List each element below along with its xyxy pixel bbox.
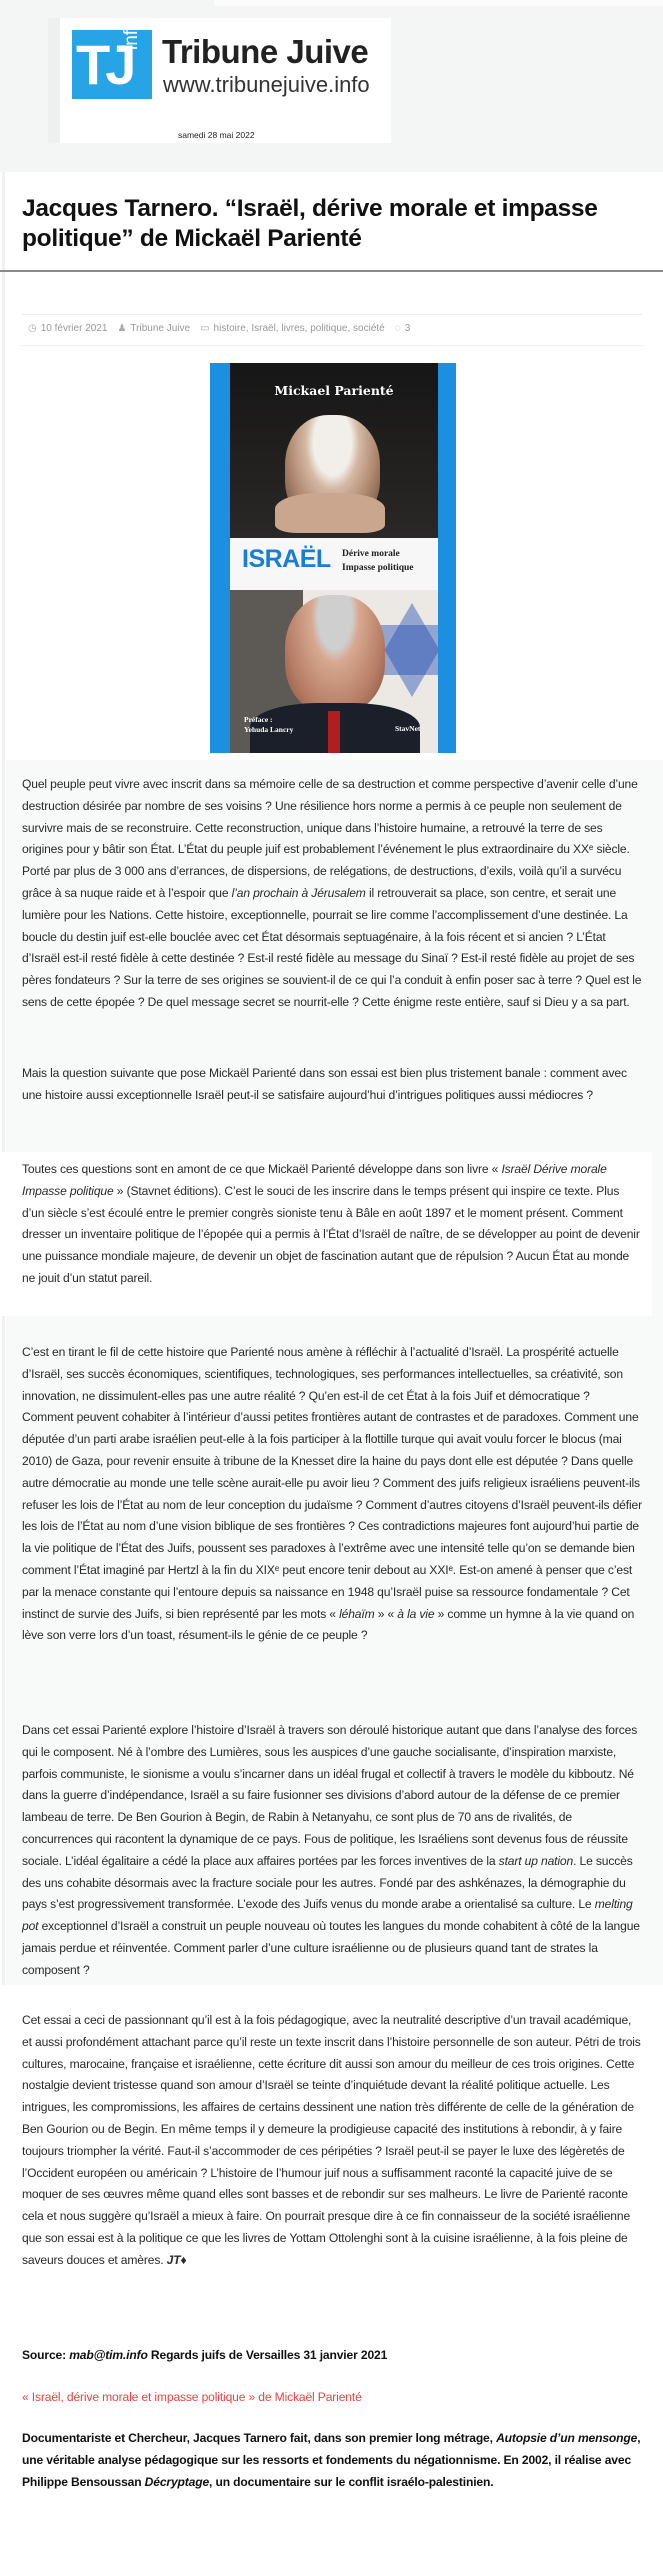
- meta-categories-text[interactable]: histoire, Israël, livres, politique, société: [213, 323, 385, 334]
- logo-mark: TJ: [76, 33, 132, 96]
- article-title: Jacques Tarnero. “Israël, dérive morale et impasse politique” de Mickaël Parienté: [22, 195, 598, 252]
- paragraph-4: [22, 1342, 642, 1647]
- paragraph-1: [22, 774, 642, 1014]
- text-run: melting pot: [22, 1897, 633, 1934]
- meta-author-text[interactable]: Tribune Juive: [130, 323, 191, 334]
- folder-icon: ▭: [200, 323, 210, 334]
- site-url[interactable]: www.tribunejuive.info: [163, 72, 370, 97]
- text-run: » «: [374, 1606, 398, 1621]
- clock-icon: ◷: [28, 323, 37, 334]
- text-run: Toutes ces questions sont en amont de ce que Mickaël Parienté développe dans son livre «: [22, 1162, 502, 1176]
- cover-preface-label: Préface :: [244, 715, 273, 724]
- author-bio: [22, 2428, 642, 2493]
- text-run: start up nation: [498, 1853, 574, 1868]
- portrait-bottom: [285, 595, 385, 713]
- masthead-date: samedi 28 mai 2022: [178, 130, 255, 140]
- paragraph-5: [22, 1720, 642, 1982]
- meta-categories[interactable]: [200, 323, 385, 334]
- text-run: Décryptage: [144, 2474, 210, 2489]
- text-run: Dans cet essai Parienté explore l’histoire d’Israël à travers son déroulé historique autant que dans l’analyse des forces qui le composent. Né à l’ombre des Lumières, sous les auspices d’une gauche socialisante, d’inspiration marxiste, parfois communiste, le sionisme a voulu s’incarner dans un idéal frugal et collectif à travers le modèle du kibboutz. Né dans la guerre d’indépendance, Israël a su faire fusionner ses divisions d’abord autour de la défense de ce premier lambeau de terre. De Ben Gourion à Begin, de Rabin à Netanyahu, ce sont plus de 70 ans de rivalités, de concurrences qui racontent la dynamique de ce pays. Fous de politique, les Israéliens sont devenus fous de réussite sociale. L’idéal égalitaire a cédé la place aux affaires portées par les forces inventives de la: [22, 1723, 638, 1868]
- text-run: C’est en tirant le fil de cette histoire que Parienté nous amène à réfléchir à l’actualité d’Israël. La prospérité actuelle d’Israël, ses succès économiques, scientifiques, technologiques, ses performances intellectuelles, sa créativité, son innovation, ne dissimulent-elles pas une autre réalité ? Qu’en est-il de cet État à la fois Juif et démocratique ? Comment peuvent cohabiter à l’intérieur d’aussi petites frontières autant de contrastes et de paradoxes. Comment une députée d’un parti arabe israélien peut-elle à la fois participer à la flottille turque qui avait voulu forcer le blocus (mai 2010) de Gaza, pour revenir ensuite à tribune de la Knesset dire la haine du pays dont elle est députée ? Dans quelle autre démocratie au monde une telle scène aurait-elle pu avoir lieu ? Comment des juifs religieux israéliens peuvent-ils refuser les lois de l’État au nom de leur conception du judaïsme ? Comment d’autres citoyens d’Israël peuvent-ils défier les lois de l’État au nom d’une vision biblique de ses frontières ? Ces contradictions majeures font aujourd’hui partie de la vie politique de l’État des Juifs, poussent ses paradoxes à l’extrême avec une intensité telle qu’on se demande bien comment l’État imaginé par Hertzl à la fin du XIXᵉ peut encore tenir debout au XXIᵉ. Est-on amené à penser que c’est par la menace constante qui l’entoure depuis sa naissance en 1948 qu’Israël puise sa ressource fondamentale ? Cet instinct de survie des Juifs, si bien représenté par les mots «: [22, 1345, 642, 1621]
- text-run: Source:: [22, 2348, 70, 2362]
- meta-comments[interactable]: [395, 323, 411, 334]
- text-run: l’an prochain à Jérusalem: [231, 885, 366, 900]
- text-run: , une véritable analyse pédagogique sur les ressorts et fondements du négationnisme. En 2002, il réalise avec Philippe Bensoussan: [22, 2431, 641, 2489]
- meta-divider-top: [22, 314, 642, 315]
- text-run: Quel peuple peut vivre avec inscrit dans sa mémoire celle de sa destruction et comme perspective d’avenir celle d’une destruction désirée par nombre de ses voisins ? Une résilience hors norme a permis à ce peuple non seulement de survivre mais de se reconstruire. Cette reconstruction, unique dans l’histoire humaine, a retrouvé la terre de ses origines pour y bâtir son État. L’État du peuple juif est probablement l’événement le plus extraordinaire du XXᵉ siècle. Porté par plus de 3 000 ans d’errances, de dispersions, de relégations, de destructions, d’exils, voilà qu’il a survécu grâce à sa nuque raide et à l’espoir que: [22, 777, 638, 900]
- text-run: à la vie: [397, 1606, 435, 1621]
- text-run: Cet essai a ceci de passionnant qu’il est à la fois pédagogique, avec la neutralité descriptive d’un travail académique, et aussi profondément attachant parce qu’il reste un texte inscrit dans l’histoire personnelle de son auteur. Pétri de trois cultures, marocaine, française et israélienne, cette écriture dit aussi son amour du meilleur de ces trois origines. Cette nostalgie devient tristesse quand son amour d’Israël se teinte d’inquiétude devant la réalité politique actuelle. Les intrigues, les compromissions, les affaires de certains dessinent une nation très différente de celle de la génération de Ben Gourion ou de Begin. En même temps il y demeure la prodigieuse capacité des institutions à rebondir, à y faire toujours triompher la vérité. Faut-il s’accommoder de ces péripéties ? Israël peut-il se payer le luxe des légèretés de l’Occident européen ou américain ? L’histoire de l’humour juif nous a suffisamment raconté la capacité juive de se moquer de ses œuvres même quand elles sont basses et de rebondir sur ses malheurs. Le livre de Parienté raconte cela et nous suggère qu’Israël a mieux à faire. On pourrait presque dire à ce fin connaisseur de la société israélienne que son essai est à la politique ce que les livres de Yottam Ottolenghi sont à la cuisine israélienne, à la fois pleine de saveurs douces et amères.: [22, 2013, 641, 2267]
- book-cover: [230, 363, 438, 753]
- meta-divider-bottom: [22, 345, 642, 346]
- logo-sub: info: [121, 19, 142, 50]
- site-name[interactable]: Tribune Juive: [162, 33, 369, 70]
- title-divider: [0, 270, 663, 272]
- paragraph-2: Mais la question suivante que pose Mickaël Parienté dans son essai est bien plus tristement banale : comment avec une histoire aussi exceptionnelle Israël peut-il se satisfaire aujourd’hui d’intrigues politiques aussi médiocres ?: [22, 1066, 627, 1102]
- masthead-shadow: [48, 18, 60, 143]
- text-run: Documentariste et Chercheur, Jacques Tarnero fait, dans son premier long métrage,: [22, 2431, 497, 2445]
- book-cover-image: [210, 363, 456, 753]
- text-run: » (Stavnet éditions). C’est le souci de les inscrire dans le temps présent qui inspire ce texte. Plus d’un siècle s’est écoulé entre le premier congrès sioniste tenu à Bâle en août 1897 et le moment présent. Comment dresser un inventaire politique de l’épopée qui a permis à l’État d’Israël de naître, de se développer au point de devenir une puissance mondiale majeure, de devenir un objet de fascination autant que de répulsion ? Aucun État au monde ne jouit d’un statut pareil.: [22, 1183, 640, 1285]
- cover-title: ISRAËL: [242, 545, 331, 573]
- text-run: léhaïm: [339, 1606, 375, 1621]
- text-run: » comme un hymne à la vie quand on lève son verre lors d’un toast, résument-ils le génie de ce peuple ?: [22, 1606, 635, 1643]
- text-run: exceptionnel d’Israël a construit un peuple nouveau où toutes les langues du monde cohabitent à côté de la langue jamais perdue et réinventée. Comment parler d’une culture israélienne ou de plusieurs quand tant de strates la composent ?: [22, 1919, 640, 1977]
- text-run: , un documentaire sur le conflit israélo-palestinien.: [209, 2474, 494, 2489]
- cover-subtitle-1: Dérive morale: [342, 549, 400, 559]
- text-run: il retrouverait sa place, son centre, et serait une lumière pour les Nations. Cette histoire, exceptionnelle, pourrait se lire comme l’accomplissement d’une destinée. La boucle du destin juif est-elle bouclée avec cet État désormais septuagénaire, à la fois récent et si ancien ? L’État d’Israël est-il resté fidèle à cette destinée ? Est-il resté fidèle au message du Sinaï ? Est-il resté fidèle au projet de ses pères fondateurs ? Sur la terre de ses origines se souvient-il de ce qui l’a conduit à enfin poser sac à terre ? Quel est le sens de cette épopée ? De quel message secret se nourrit-elle ? Cette énigme reste entière, sauf si Dieu y a sa part.: [22, 885, 642, 1009]
- meta-date-text: 10 février 2021: [40, 323, 108, 334]
- source-line: [22, 2345, 642, 2367]
- text-run: Regards juifs de Versailles 31 janvier 2021: [147, 2348, 388, 2362]
- cover-preface: [244, 715, 293, 735]
- text-run: . Le succès des uns cohabite désormais avec la fracture sociale pour les autres. Fondé par des ashkénazes, la démographie du pays s’est progressivement transformée. L’exode des Juifs venus du monde arabe a orientalisé sa culture. Le: [22, 1853, 633, 1912]
- post-meta: [28, 323, 410, 334]
- paragraph-6: [22, 2010, 642, 2272]
- source-email[interactable]: mab@tim.info: [69, 2348, 148, 2362]
- book-link[interactable]: « Israël, dérive morale et impasse politique » de Mickaël Parienté: [22, 2390, 362, 2404]
- meta-date: [28, 323, 107, 334]
- meta-comments-count[interactable]: 3: [404, 323, 411, 334]
- cover-subtitle: [342, 547, 414, 575]
- meta-author[interactable]: [117, 323, 190, 334]
- cover-publisher: StavNet: [395, 724, 421, 733]
- cover-author: Mickael Parienté: [274, 383, 394, 398]
- text-run: Israël Dérive morale Impasse politique: [22, 1162, 607, 1198]
- comment-icon: ◌: [394, 323, 401, 334]
- text-run: Autopsie d’un mensonge: [496, 2431, 638, 2445]
- paragraph-3: [22, 1159, 642, 1290]
- author-signature: JT♦: [166, 2252, 187, 2267]
- masthead-strip: [214, 0, 663, 6]
- cover-preface-name: Yehuda Lancry: [244, 725, 294, 734]
- cover-subtitle-2: Impasse politique: [342, 563, 414, 573]
- user-icon: ♟: [117, 323, 127, 334]
- portrait-hands: [275, 493, 385, 533]
- portrait-tie: [328, 711, 340, 753]
